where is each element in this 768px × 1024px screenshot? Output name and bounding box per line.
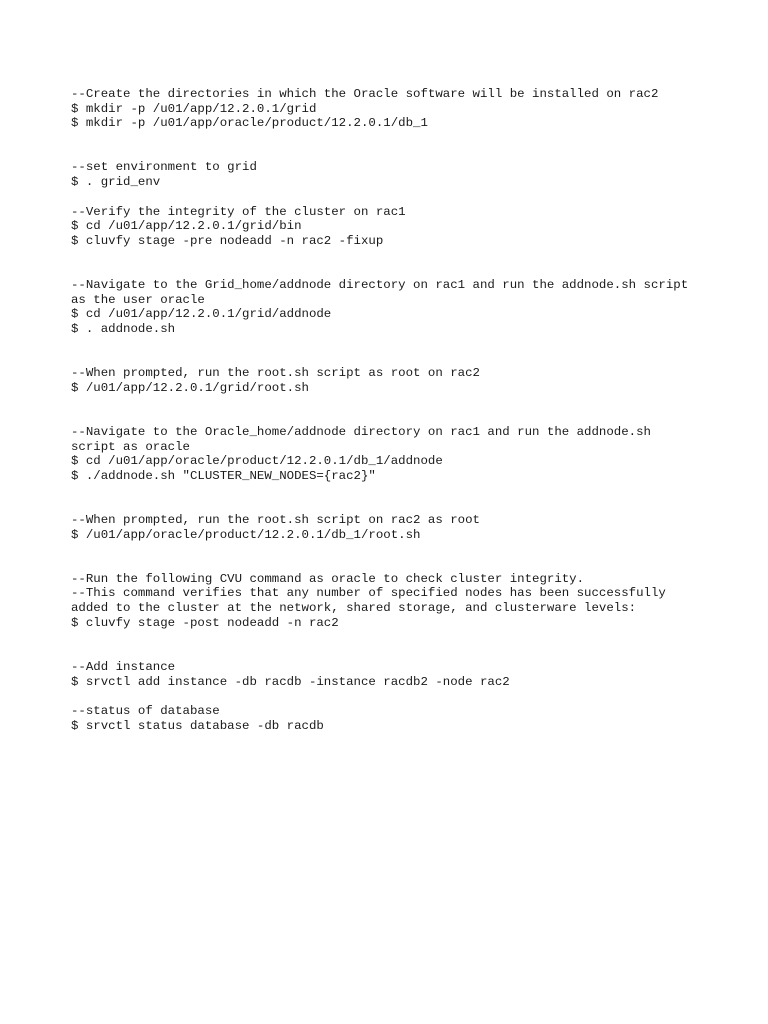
comment-line: as the user oracle — [71, 292, 205, 307]
comment-line: --Run the following CVU command as oracle to check cluster integrity. — [71, 571, 585, 586]
spacer — [71, 484, 731, 499]
comment-line: added to the cluster at the network, shared storage, and clusterware levels: — [71, 601, 637, 616]
comment-line: script as oracle — [71, 439, 190, 454]
comment-line: --When prompted, run the root.sh script on rac2 as root — [71, 512, 480, 527]
spacer — [71, 498, 731, 513]
comment-line: --When prompted, run the root.sh script as root on rac2 — [71, 366, 480, 381]
command-line: $ mkdir -p /u01/app/12.2.0.1/grid — [71, 101, 317, 116]
command-line: $ cd /u01/app/12.2.0.1/grid/bin — [71, 219, 302, 234]
command-line: $ srvctl add instance -db racdb -instance racdb2 -node rac2 — [71, 674, 510, 689]
command-line: $ cd /u01/app/oracle/product/12.2.0.1/db_1/addnode — [71, 454, 443, 469]
command-line: $ cd /u01/app/12.2.0.1/grid/addnode — [71, 307, 332, 322]
command-line: $ ./addnode.sh "CLUSTER_NEW_NODES={rac2}" — [71, 468, 376, 483]
spacer — [71, 630, 731, 645]
comment-line: --Add instance — [71, 659, 176, 674]
comment-line: --This command verifies that any number of specified nodes has been successfully — [71, 586, 666, 601]
comment-line: --Navigate to the Oracle_home/addnode directory on rac1 and run the addnode.sh — [71, 424, 651, 439]
spacer — [71, 645, 731, 660]
comment-line: --status of database — [71, 703, 220, 718]
command-line: $ srvctl status database -db racdb — [71, 718, 324, 733]
spacer — [71, 542, 731, 557]
command-line: $ cluvfy stage -post nodeadd -n rac2 — [71, 615, 339, 630]
command-line: $ . grid_env — [71, 175, 161, 190]
spacer — [71, 395, 731, 410]
spacer — [71, 351, 731, 366]
spacer — [71, 689, 731, 704]
command-line: $ mkdir -p /u01/app/oracle/product/12.2.0.1/db_1 — [71, 116, 428, 131]
comment-line: --Navigate to the Grid_home/addnode directory on rac1 and run the addnode.sh script — [71, 277, 689, 292]
comment-line: --Create the directories in which the Oracle software will be installed on rac2 — [71, 87, 659, 101]
comment-line: --set environment to grid — [71, 160, 257, 175]
comment-line: --Verify the integrity of the cluster on rac1 — [71, 204, 406, 219]
command-line: $ /u01/app/12.2.0.1/grid/root.sh — [71, 380, 309, 395]
spacer — [71, 131, 731, 146]
command-line: $ cluvfy stage -pre nodeadd -n rac2 -fixup — [71, 233, 384, 248]
spacer — [71, 263, 731, 278]
spacer — [71, 249, 731, 264]
command-line: $ . addnode.sh — [71, 322, 176, 336]
spacer — [71, 146, 731, 161]
document-page — [71, 87, 731, 733]
command-line: $ /u01/app/oracle/product/12.2.0.1/db_1/root.sh — [71, 527, 421, 542]
spacer — [71, 337, 731, 352]
spacer — [71, 190, 731, 205]
spacer — [71, 557, 731, 572]
spacer — [71, 410, 731, 425]
